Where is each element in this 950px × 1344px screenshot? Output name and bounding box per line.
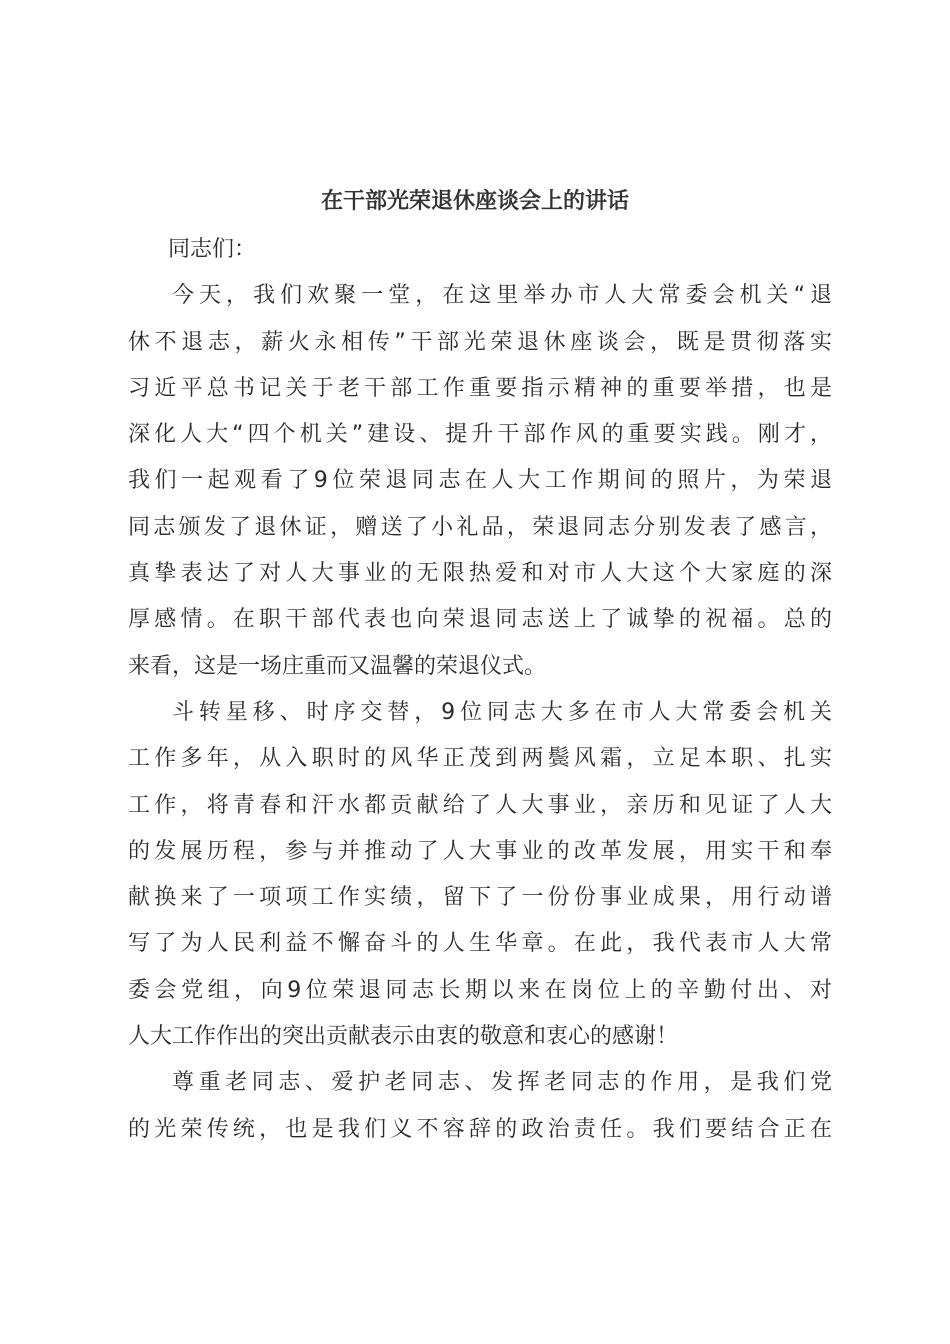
paragraph-line: 的光荣传统，也是我们义不容辞的政治责任。我们要结合正在 [128, 1116, 832, 1142]
paragraph-3 [128, 1060, 832, 1153]
paragraph-line: 人大工作作出的突出贡献表示由衷的敬意和衷心的感谢！ [128, 1024, 679, 1050]
paragraph-line: 我们一起观看了9位荣退同志在人大工作期间的照片，为荣退 [128, 468, 832, 494]
document-body [128, 227, 832, 1153]
paragraph-line: 来看，这是一场庄重而又温馨的荣退仪式。 [128, 653, 547, 679]
paragraph-line: 同志颁发了退休证，赠送了小礼品，荣退同志分别发表了感言， [128, 514, 832, 540]
paragraph-line: 习近平总书记关于老干部工作重要指示精神的重要举措，也是 [128, 375, 832, 401]
paragraph-line: 写了为人民利益不懈奋斗的人生华章。在此，我代表市人大常 [128, 931, 832, 957]
paragraph-line: 厚感情。在职干部代表也向荣退同志送上了诚挚的祝福。总的 [128, 607, 832, 633]
paragraph-2 [128, 690, 832, 1060]
salutation: 同志们： [168, 237, 257, 262]
paragraph-1 [128, 273, 832, 690]
paragraph-line: 休不退志，薪火永相传”干部光荣退休座谈会，既是贯彻落实 [128, 329, 832, 355]
paragraph-line: 尊重老同志、爱护老同志、发挥老同志的作用，是我们党 [172, 1070, 832, 1096]
paragraph-line: 真挚表达了对人大事业的无限热爱和对市人大这个大家庭的深 [128, 561, 832, 587]
paragraph-line: 工作，将青春和汗水都贡献给了人大事业，亲历和见证了人大 [128, 792, 832, 818]
paragraph-line: 委会党组，向9位荣退同志长期以来在岗位上的辛勤付出、对 [128, 977, 832, 1003]
paragraph-line: 献换来了一项项工作实绩，留下了一份份事业成果，用行动谱 [128, 885, 832, 911]
paragraph-line: 的发展历程，参与并推动了人大事业的改革发展，用实干和奉 [128, 838, 832, 864]
paragraph-line: 深化人大“四个机关”建设、提升干部作风的重要实践。刚才， [128, 422, 832, 448]
document-title: 在干部光荣退休座谈会上的讲话 [320, 188, 629, 214]
paragraph-line: 今天，我们欢聚一堂，在这里举办市人大常委会机关“退 [172, 283, 832, 309]
paragraph-line: 斗转星移、时序交替，9位同志大多在市人大常委会机关 [172, 699, 832, 725]
paragraph-line: 工作多年，从入职时的风华正茂到两鬓风霜，立足本职、扎实 [128, 746, 832, 772]
